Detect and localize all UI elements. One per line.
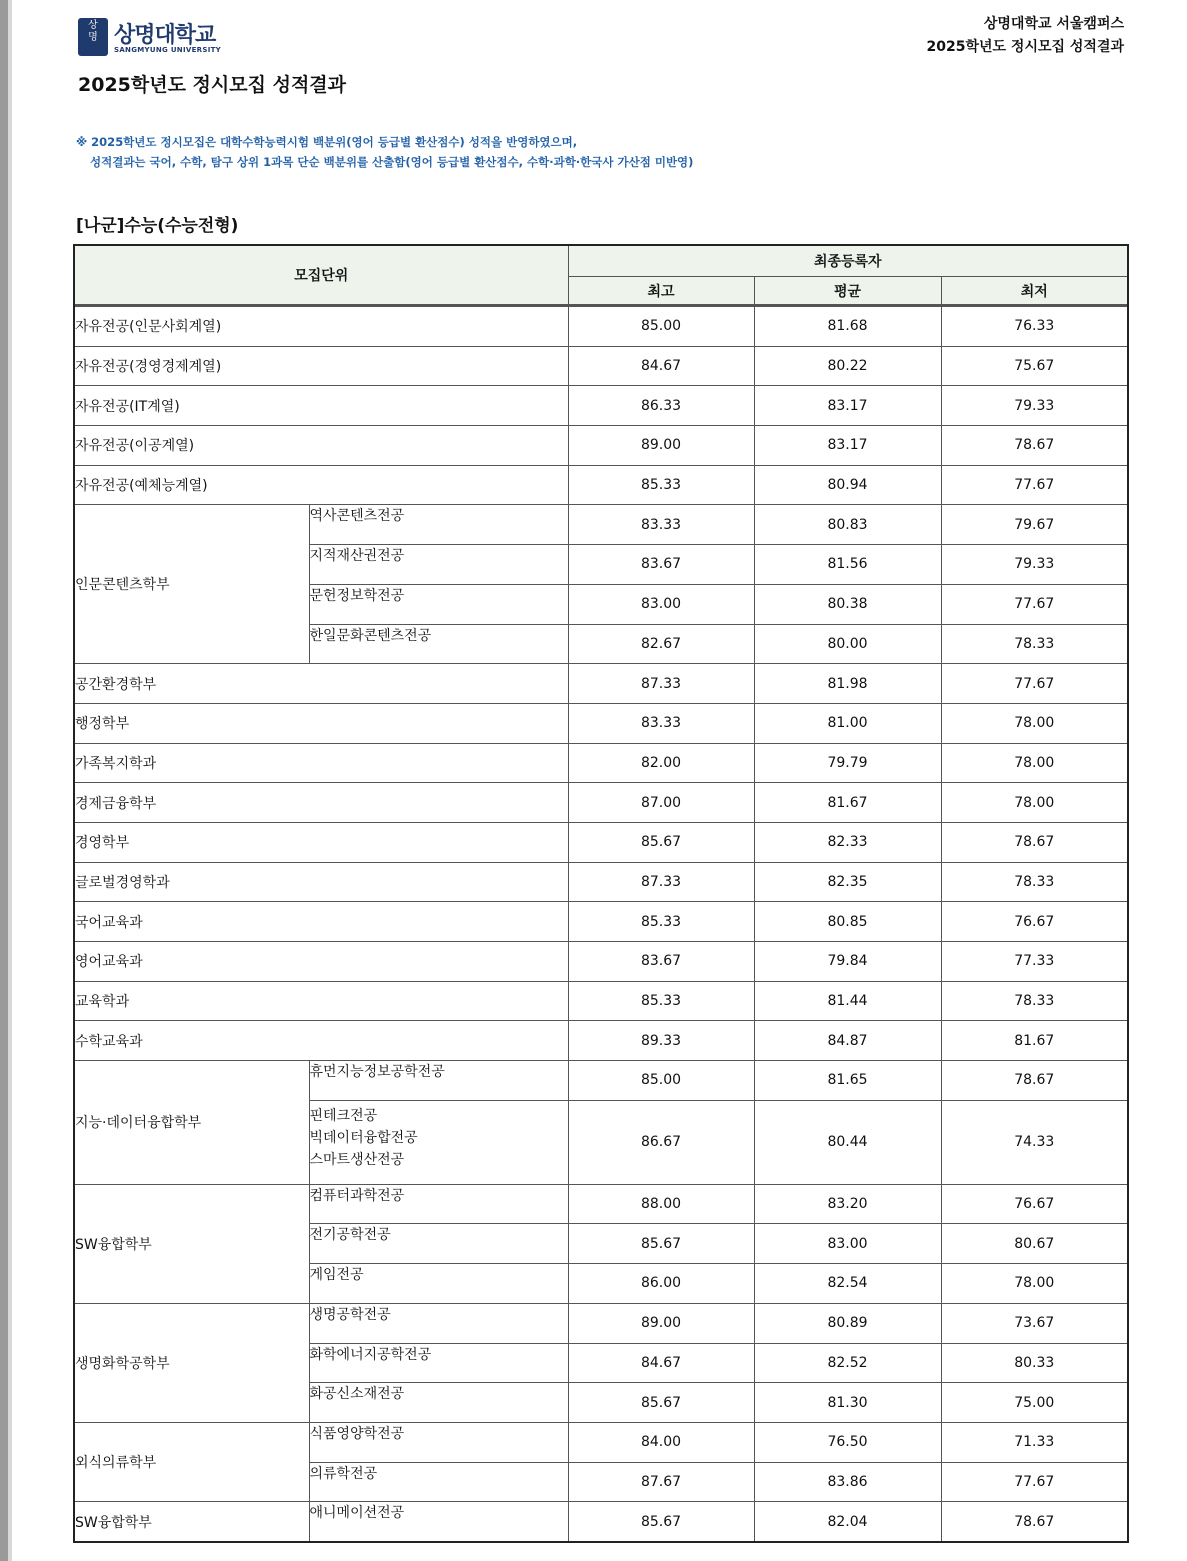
unit-name: 행정학부 [74,703,568,743]
score-max: 85.00 [568,307,754,347]
score-avg: 81.68 [754,307,941,347]
score-max: 83.00 [568,584,754,624]
major-name: 문헌정보학전공 [309,584,568,624]
major-name: 식품영양학전공 [309,1422,568,1462]
header-campus: 상명대학교 서울캠퍼스 [983,16,1124,32]
score-min: 77.67 [941,664,1128,704]
unit-name: 수학교육과 [74,1021,568,1061]
score-min: 75.67 [941,346,1128,386]
score-max: 83.33 [568,703,754,743]
score-max: 87.67 [568,1462,754,1502]
score-min: 78.33 [941,624,1128,664]
score-avg: 81.00 [754,703,941,743]
major-name-list [309,1100,568,1184]
major-name: 화학에너지공학전공 [309,1343,568,1383]
scan-edge [0,0,8,1561]
score-max: 82.67 [568,624,754,664]
score-max: 88.00 [568,1184,754,1224]
score-max: 85.33 [568,902,754,942]
table-row [74,386,1128,426]
unit-name: 자유전공(경영경제계열) [74,346,568,386]
header-final-registrants: 최종등록자 [568,245,1128,277]
unit-name: 글로벌경영학과 [74,862,568,902]
score-min: 73.67 [941,1303,1128,1343]
table-row [74,743,1128,783]
unit-name: 가족복지학과 [74,743,568,783]
score-max: 87.33 [568,862,754,902]
score-max: 85.67 [568,1383,754,1423]
score-min: 78.67 [941,426,1128,466]
score-avg: 83.20 [754,1184,941,1224]
scan-edge-inner [8,0,12,1561]
major-name: 스마트생산전공 [309,1151,405,1168]
header-avg: 평균 [754,277,941,305]
score-avg: 80.38 [754,584,941,624]
score-max: 87.33 [568,664,754,704]
table-row [74,1061,1128,1101]
table-row [74,1303,1128,1343]
score-avg: 80.44 [754,1100,941,1184]
score-min: 71.33 [941,1422,1128,1462]
table-row [74,822,1128,862]
group-name: SW융합학부 [74,1184,309,1303]
score-min: 78.67 [941,1061,1128,1101]
major-name: 의류학전공 [309,1462,568,1502]
major-name: 컴퓨터과학전공 [309,1184,568,1224]
table-row [74,505,1128,545]
major-name: 한일문화콘텐츠전공 [309,624,568,664]
table-row [74,902,1128,942]
score-max: 82.00 [568,743,754,783]
group-name: 지능·데이터융합학부 [74,1061,309,1185]
score-min: 78.00 [941,703,1128,743]
header-unit: 모집단위 [74,245,568,305]
unit-name: 자유전공(IT계열) [74,386,568,426]
score-min: 80.33 [941,1343,1128,1383]
major-name: 빅데이터융합전공 [309,1129,418,1146]
unit-name: 경영학부 [74,822,568,862]
table-row [74,346,1128,386]
table-row [74,465,1128,505]
major-name: 생명공학전공 [309,1303,568,1343]
score-min: 78.67 [941,1502,1128,1542]
score-avg: 80.94 [754,465,941,505]
score-max: 86.33 [568,386,754,426]
unit-name: 교육학과 [74,981,568,1021]
header-doc-name: 2025학년도 정시모집 성적결과 [926,39,1124,55]
score-min: 78.33 [941,862,1128,902]
score-min: 81.67 [941,1021,1128,1061]
score-max: 86.67 [568,1100,754,1184]
group-name: 외식의류학부 [74,1422,309,1501]
score-avg: 80.85 [754,902,941,942]
major-name: 화공신소재전공 [309,1383,568,1423]
score-min: 78.00 [941,743,1128,783]
table-row [74,426,1128,466]
notice-line-2: 성적결과는 국어, 수학, 탐구 상위 1과목 단순 백분위를 산출함(영어 등급별 환산점수, 수학·과학·한국사 가산점 미반영) [90,155,694,169]
score-avg: 81.30 [754,1383,941,1423]
score-max: 85.67 [568,822,754,862]
score-min: 76.33 [941,307,1128,347]
table-row [74,703,1128,743]
header-right [927,13,1124,59]
table-row [74,1021,1128,1061]
score-max: 89.00 [568,426,754,466]
score-min: 79.67 [941,505,1128,545]
section-title: [나군]수능(수능전형) [76,216,239,236]
major-name: 역사콘텐츠전공 [309,505,568,545]
table-row [74,981,1128,1021]
score-max: 85.00 [568,1061,754,1101]
table-row [74,862,1128,902]
group-name: SW융합학부 [74,1502,309,1542]
score-min: 79.33 [941,545,1128,585]
score-avg: 79.79 [754,743,941,783]
score-min: 77.67 [941,465,1128,505]
page-title: 2025학년도 정시모집 성적결과 [78,74,347,96]
score-min: 77.67 [941,1462,1128,1502]
score-min: 75.00 [941,1383,1128,1423]
score-max: 89.33 [568,1021,754,1061]
score-avg: 80.00 [754,624,941,664]
table-row [74,783,1128,823]
score-max: 84.67 [568,1343,754,1383]
score-max: 84.67 [568,346,754,386]
logo-name: 상명대학교 [114,23,216,48]
major-name: 핀테크전공 [309,1107,378,1124]
score-max: 83.33 [568,505,754,545]
group-name: 인문콘텐츠학부 [74,505,309,664]
major-name: 애니메이션전공 [309,1502,568,1542]
major-name: 게임전공 [309,1264,568,1304]
score-avg: 82.35 [754,862,941,902]
score-avg: 81.44 [754,981,941,1021]
score-min: 78.00 [941,1264,1128,1304]
header-max: 최고 [568,277,754,305]
score-avg: 83.00 [754,1224,941,1264]
score-avg: 84.87 [754,1021,941,1061]
table-row [74,664,1128,704]
unit-name: 경제금융학부 [74,783,568,823]
header-min: 최저 [941,277,1128,305]
major-name: 지적재산권전공 [309,545,568,585]
score-min: 78.00 [941,783,1128,823]
score-max: 83.67 [568,545,754,585]
logo-subtitle: SANGMYUNG UNIVERSITY [114,46,222,54]
group-name: 생명화학공학부 [74,1303,309,1422]
unit-name: 영어교육과 [74,942,568,982]
score-avg: 79.84 [754,942,941,982]
results-table [73,244,1129,1543]
score-avg: 80.89 [754,1303,941,1343]
score-min: 74.33 [941,1100,1128,1184]
table-row [74,1184,1128,1224]
score-avg: 83.17 [754,386,941,426]
table-row [74,1502,1128,1542]
unit-name: 자유전공(예체능계열) [74,465,568,505]
score-avg: 82.33 [754,822,941,862]
score-min: 79.33 [941,386,1128,426]
score-max: 84.00 [568,1422,754,1462]
notice-text [76,132,693,172]
score-avg: 81.56 [754,545,941,585]
score-avg: 80.22 [754,346,941,386]
score-max: 85.33 [568,981,754,1021]
score-avg: 81.67 [754,783,941,823]
notice-line-1: ※ 2025학년도 정시모집은 대학수학능력시험 백분위(영어 등급별 환산점수) 성적을 반영하였으며, [76,135,578,149]
score-max: 86.00 [568,1264,754,1304]
score-min: 78.67 [941,822,1128,862]
score-min: 76.67 [941,1184,1128,1224]
table-row [74,942,1128,982]
score-avg: 82.04 [754,1502,941,1542]
score-max: 87.00 [568,783,754,823]
score-min: 76.67 [941,902,1128,942]
major-name: 휴먼지능정보공학전공 [309,1061,568,1101]
unit-name: 공간환경학부 [74,664,568,704]
score-max: 85.67 [568,1224,754,1264]
score-avg: 76.50 [754,1422,941,1462]
table-row [74,1422,1128,1462]
score-avg: 80.83 [754,505,941,545]
logo-mark-icon: 상 명 [78,18,108,56]
score-min: 77.67 [941,584,1128,624]
score-avg: 82.52 [754,1343,941,1383]
score-min: 78.33 [941,981,1128,1021]
score-max: 89.00 [568,1303,754,1343]
score-min: 77.33 [941,942,1128,982]
score-avg: 82.54 [754,1264,941,1304]
major-name: 전기공학전공 [309,1224,568,1264]
score-avg: 83.17 [754,426,941,466]
score-avg: 83.86 [754,1462,941,1502]
score-min: 80.67 [941,1224,1128,1264]
university-logo [78,18,258,60]
unit-name: 국어교육과 [74,902,568,942]
score-max: 85.33 [568,465,754,505]
unit-name: 자유전공(이공계열) [74,426,568,466]
table-row [74,307,1128,347]
score-avg: 81.65 [754,1061,941,1101]
score-max: 85.67 [568,1502,754,1542]
score-max: 83.67 [568,942,754,982]
score-avg: 81.98 [754,664,941,704]
unit-name: 자유전공(인문사회계열) [74,307,568,347]
